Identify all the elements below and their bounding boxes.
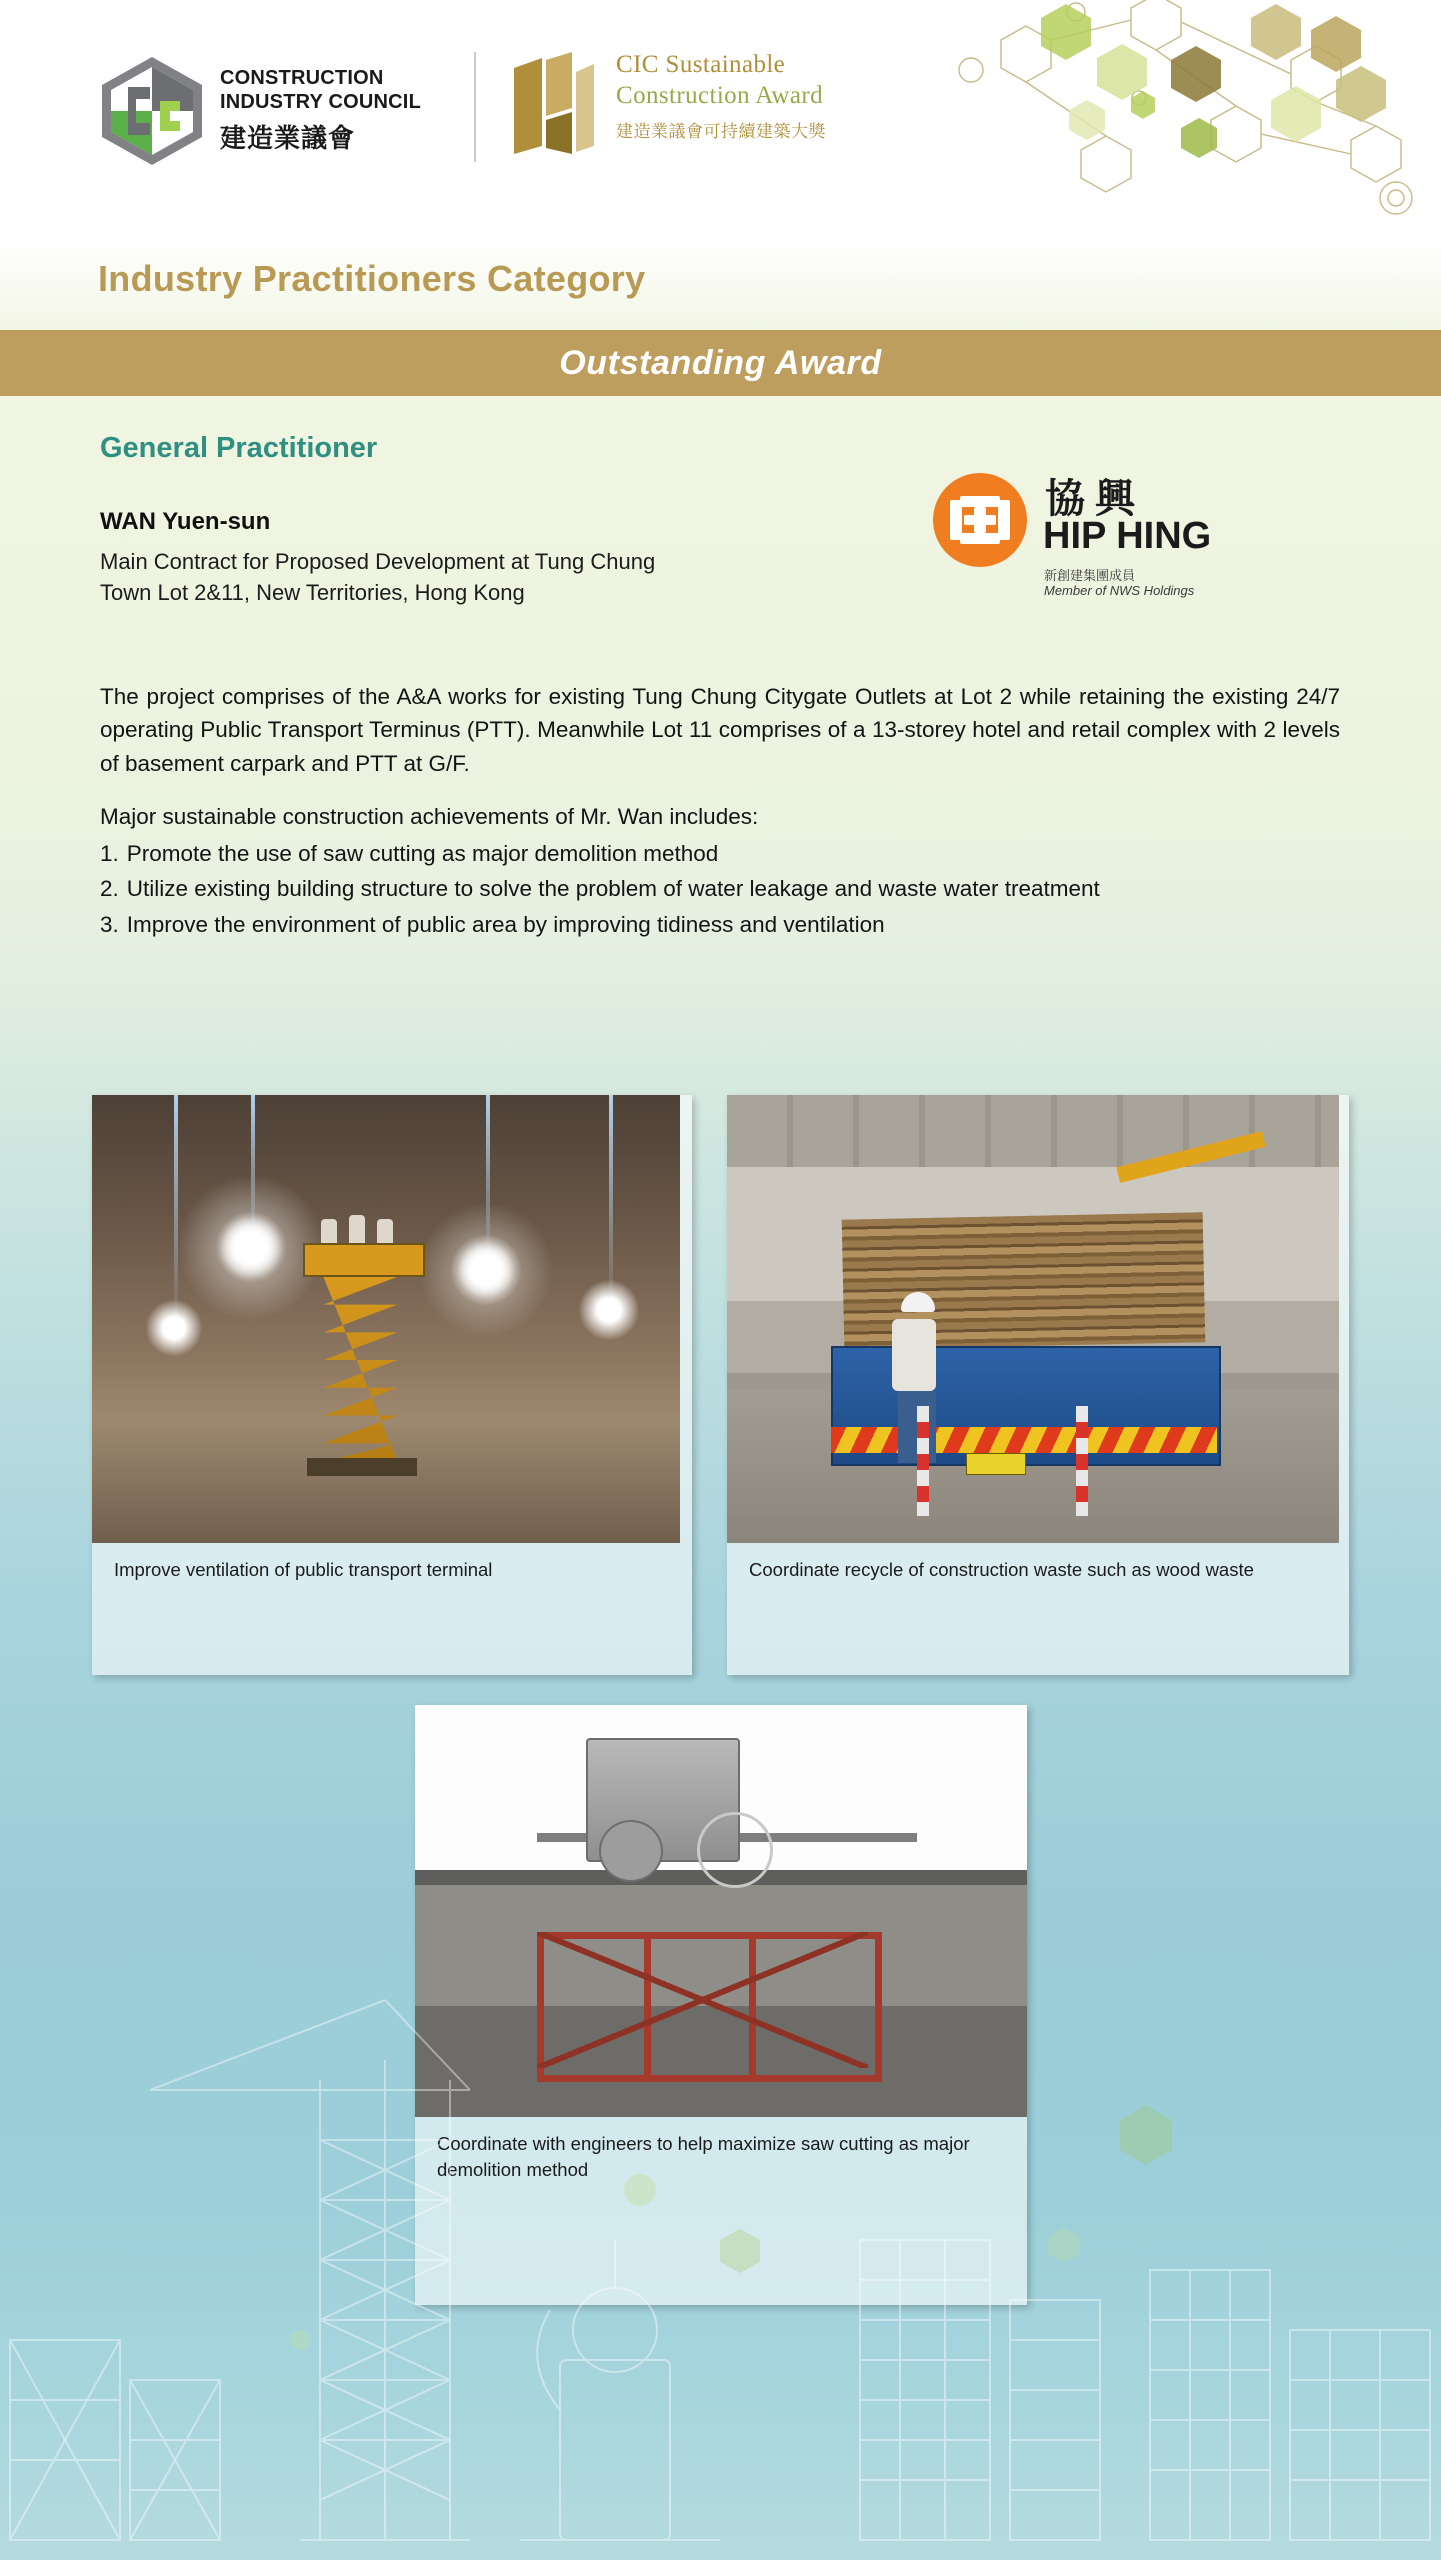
award-logo-line2: Construction Award <box>616 81 823 109</box>
award-band-label: Outstanding Award <box>559 343 882 382</box>
company-sub-english: Member of NWS Holdings <box>1044 583 1195 598</box>
winner-name: WAN Yuen-sun <box>100 508 271 535</box>
cic-logo-line2: INDUSTRY COUNCIL <box>220 90 421 113</box>
photo-caption: Improve ventilation of public transport terminal <box>114 1559 493 1580</box>
list-item-text: Utilize existing building structure to solve the problem of water leakage and waste water treatment <box>126 876 1100 902</box>
company-sub-chinese: 新創建集團成員 <box>1044 568 1136 583</box>
project-title <box>100 546 900 608</box>
list-item-number: 2. <box>100 876 119 902</box>
company-logo <box>930 465 1280 625</box>
company-name-english: HIP HING <box>1043 515 1212 557</box>
header-divider <box>474 52 476 162</box>
project-title-line2: Town Lot 2&11, New Territories, Hong Kong <box>100 580 525 606</box>
list-item-text: Improve the environment of public area by improving tidiness and ventilation <box>126 911 885 937</box>
list-item <box>100 872 1340 905</box>
cic-logo-icon <box>98 55 206 167</box>
photo-saw-cutting <box>415 1705 1027 2117</box>
achievement-list <box>100 837 1340 941</box>
description-paragraph: The project comprises of the A&A works for existing Tung Chung Citygate Outlets at Lot 2 while retaining the existing 24/7 operating Public Transport Terminus (PTT). Meanwhile Lot 11 comprises of a 13-storey hotel and retail complex with 2 levels of basement carpark and PTT at G/F. <box>100 684 1340 776</box>
cic-logo <box>98 55 421 167</box>
list-item <box>100 908 1340 941</box>
project-title-line1: Main Contract for Proposed Development at Tung Chung <box>100 549 656 574</box>
award-logo-line1: CIC Sustainable <box>616 51 786 78</box>
list-item <box>100 837 1340 870</box>
photo-caption: Coordinate with engineers to help maximize saw cutting as major demolition method <box>437 2133 970 2180</box>
award-band <box>0 330 1441 396</box>
hip-hing-logo-icon <box>930 470 1030 570</box>
company-name-chinese: 協興 <box>1045 477 1145 521</box>
cic-award-logo <box>508 50 826 160</box>
list-item-number: 3. <box>100 911 119 937</box>
practitioner-type: General Practitioner <box>100 432 378 464</box>
photo-card <box>415 1705 1027 2305</box>
photo-waste-recycle <box>727 1095 1339 1543</box>
description-lead-in: Major sustainable construction achievements of Mr. Wan includes: <box>100 803 759 829</box>
photo-caption: Coordinate recycle of construction waste such as wood waste <box>749 1559 1254 1580</box>
photo-card <box>92 1095 692 1675</box>
cic-logo-line1: CONSTRUCTION <box>220 66 384 89</box>
list-item-text: Promote the use of saw cutting as major demolition method <box>126 841 719 867</box>
category-title: Industry Practitioners Category <box>98 258 646 299</box>
photo-ventilation <box>92 1095 680 1543</box>
description-block <box>100 680 1340 941</box>
poster-header <box>0 0 1441 240</box>
cic-logo-chinese: 建造業議會 <box>220 123 356 154</box>
award-logo-icon <box>508 50 600 160</box>
list-item-number: 1. <box>100 841 119 867</box>
award-logo-chinese: 建造業議會可持續建築大獎 <box>616 122 826 141</box>
photo-card <box>727 1095 1349 1675</box>
